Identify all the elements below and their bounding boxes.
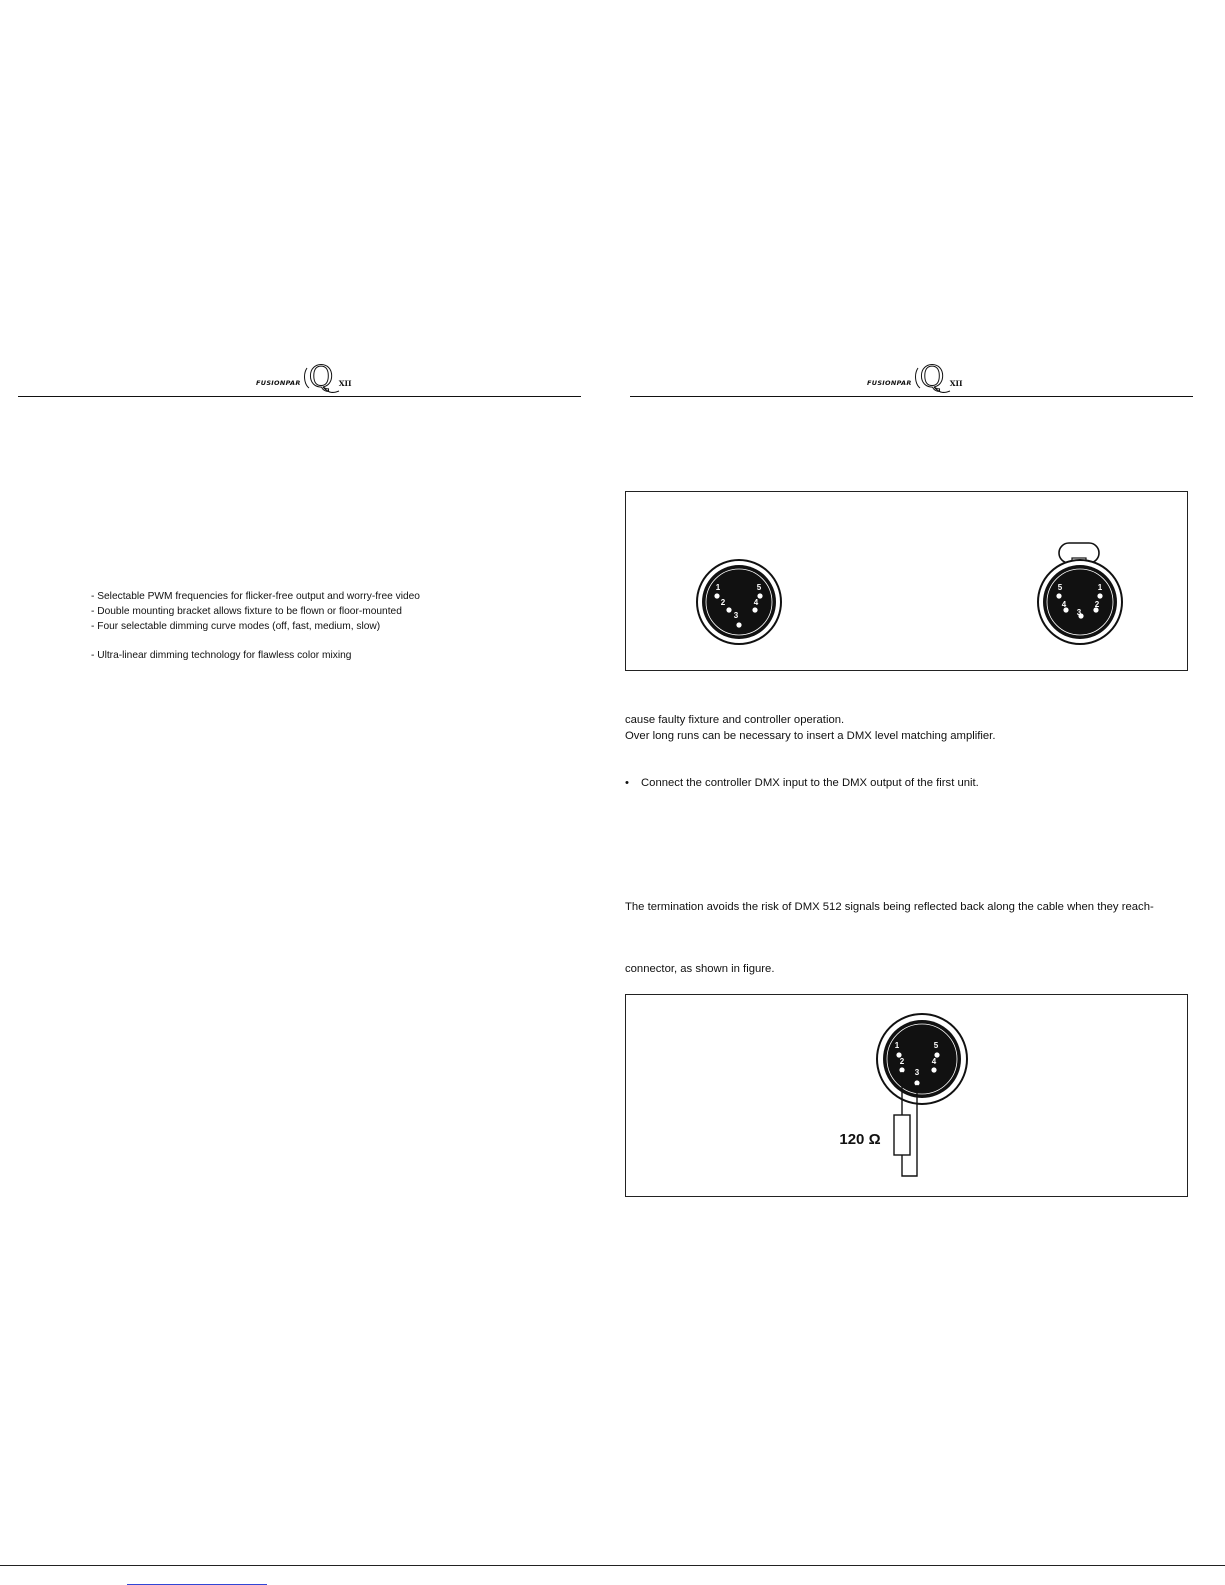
pin-label: 2 — [899, 1057, 905, 1066]
pin-label: 5 — [933, 1041, 939, 1050]
pin-label: 1 — [894, 1041, 900, 1050]
male-xlr-connector — [697, 560, 781, 644]
paragraph-line: cause faulty fixture and controller operation. — [625, 714, 845, 726]
xlr-connectors-drawing — [626, 492, 1189, 672]
female-xlr-connector — [1038, 543, 1122, 644]
brand-word: FUSIONPAR — [867, 379, 912, 387]
brand-word: FUSIONPAR — [256, 379, 301, 387]
feature-list — [91, 589, 591, 663]
resistor-icon — [894, 1115, 910, 1155]
bullet-marker: • — [625, 777, 629, 789]
pin-label: 3 — [1076, 608, 1082, 617]
pin-label: 5 — [756, 583, 762, 592]
xlr-connectors-figure — [625, 491, 1188, 671]
pin-label: 5 — [1057, 583, 1063, 592]
dmx-termination-drawing — [626, 995, 1189, 1198]
header-rule — [630, 396, 1193, 397]
feature-item: - Double mounting bracket allows fixture to be flown or floor-mounted — [91, 606, 402, 617]
pin-label: 2 — [720, 598, 726, 607]
page-header — [0, 360, 612, 400]
brand-suffix: XII — [949, 378, 963, 388]
bottom-rule — [0, 1565, 1225, 1566]
paragraph-line: The termination avoids the risk of DMX 512 signals being reflected back along the cable when they reach- — [625, 901, 1154, 913]
brand-suffix: XII — [338, 378, 352, 388]
header-rule — [18, 396, 581, 397]
brand-q-logo-icon — [301, 360, 341, 396]
pin-label: 4 — [1061, 600, 1067, 609]
page-header — [612, 360, 1225, 400]
brand-logo — [867, 360, 963, 396]
pin-label: 3 — [733, 611, 739, 620]
pin-label: 2 — [1094, 600, 1100, 609]
bullet-item — [625, 775, 979, 791]
brand-letter: Q — [308, 360, 333, 395]
left-page — [0, 0, 612, 1585]
pin-label: 3 — [914, 1068, 920, 1077]
right-page — [612, 0, 1225, 1585]
paragraph-line: Over long runs can be necessary to insert a DMX level matching amplifier. — [625, 730, 996, 742]
brand-logo — [256, 360, 352, 396]
feature-item: - Ultra-linear dimming technology for flawless color mixing — [91, 650, 352, 661]
feature-item: - Selectable PWM frequencies for flicker-free output and worry-free video — [91, 591, 420, 602]
brand-q-logo-icon — [912, 360, 952, 396]
pin-label: 4 — [753, 598, 759, 607]
pin-label: 1 — [715, 583, 721, 592]
brand-letter: Q — [919, 360, 944, 395]
dmx-termination-figure — [625, 994, 1188, 1197]
feature-item: - Four selectable dimming curve modes (off, fast, medium, slow) — [91, 621, 381, 632]
bullet-text: Connect the controller DMX input to the DMX output of the first unit. — [641, 777, 979, 789]
paragraph-line: connector, as shown in figure. — [625, 963, 775, 975]
resistor-label: 120 Ω — [839, 1131, 881, 1148]
pin-label: 1 — [1097, 583, 1103, 592]
termination-xlr-connector — [877, 1014, 967, 1104]
pin-label: 4 — [931, 1057, 937, 1066]
